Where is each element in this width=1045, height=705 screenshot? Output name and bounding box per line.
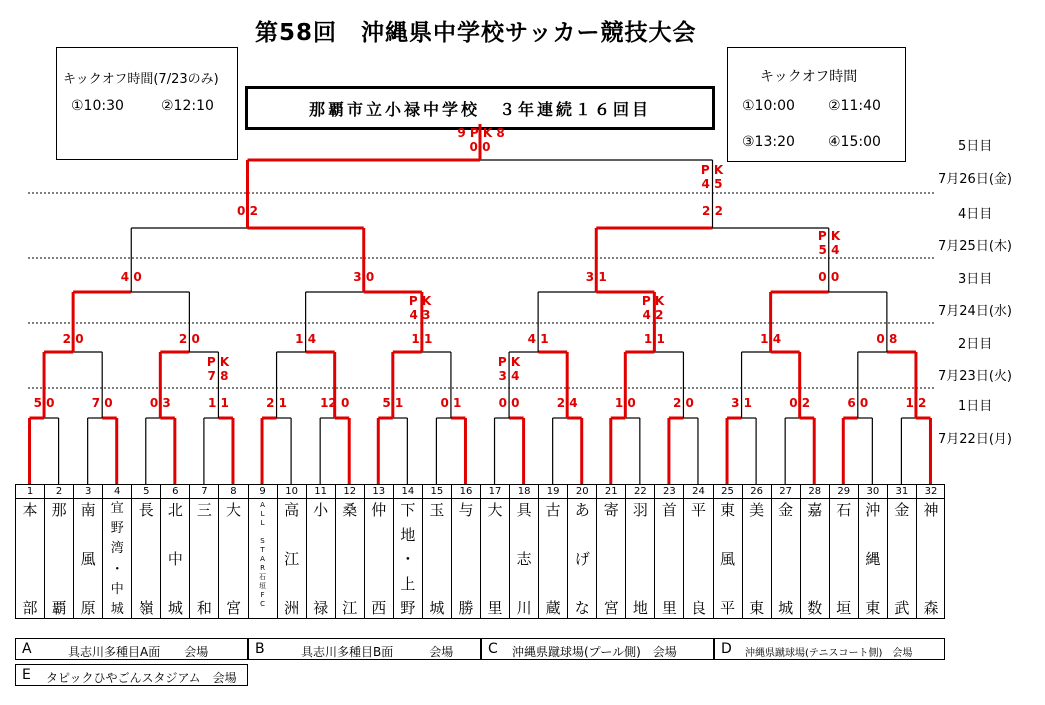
pk-r2-c-label: P K [641, 294, 665, 308]
day-label-4: 4日目 [958, 207, 993, 222]
score-r3: 3 1 [585, 270, 607, 284]
team-number: 3 [74, 485, 102, 499]
venue-e-letter: E [22, 667, 31, 683]
team-number: 13 [365, 485, 393, 499]
team-name [307, 499, 335, 618]
score-r2: 1 4 [295, 332, 317, 346]
date-label-1: 7月22日(月) [938, 432, 1012, 447]
team-cell-25 [713, 485, 742, 618]
team-name-char: 城 [110, 601, 124, 617]
team-name-char: 三 [196, 501, 212, 519]
date-label-3: 7月24日(水) [938, 304, 1012, 319]
team-name-char: 長 [138, 501, 154, 519]
team-name-char: 川 [516, 599, 532, 617]
team-name [801, 499, 829, 618]
team-name [655, 499, 683, 618]
team-name-char: 仲 [371, 501, 387, 519]
team-name-char: 下 [400, 501, 416, 519]
team-name [452, 499, 480, 618]
venue-a-letter: A [22, 641, 32, 657]
team-cell-16 [451, 485, 480, 618]
score-r2: 2 0 [178, 332, 200, 346]
team-cell-23 [654, 485, 683, 618]
team-cell-14 [393, 485, 422, 618]
team-name-char: 湾 [110, 541, 124, 557]
team-cell-20 [567, 485, 596, 618]
winner-banner: 那覇市立小禄中学校 ３年連続１６回目 [245, 86, 715, 130]
team-name-char: 城 [778, 599, 794, 617]
pk-final: 9 P K 8 [457, 126, 505, 140]
team-number: 16 [452, 485, 480, 499]
score-r1: 3 1 [731, 396, 753, 410]
team-name-char: 中 [110, 581, 124, 597]
venue-e-name: タピックひやごんスタジアム 会場 [46, 671, 237, 685]
team-name-char: 東 [720, 501, 736, 519]
team-number: 19 [539, 485, 567, 499]
pk-r3-right-score: 5 4 [818, 243, 840, 257]
team-name-char: 上 [400, 574, 416, 593]
pk-r2-b [409, 294, 431, 322]
team-name-char: 石 [259, 573, 267, 581]
team-name-char: 東 [749, 599, 765, 617]
team-name-char: げ [574, 550, 590, 568]
team-name-char: 里 [661, 599, 677, 617]
team-name-char: 金 [894, 501, 910, 519]
team-name-char: 部 [22, 599, 38, 617]
team-name-char: 和 [196, 599, 212, 617]
team-name [714, 499, 742, 618]
pk-r4-right [701, 163, 723, 191]
team-number: 30 [859, 485, 887, 499]
team-cell-18 [509, 485, 538, 618]
team-name [772, 499, 800, 618]
score-r1: 0 3 [149, 396, 171, 410]
team-name-char: 東 [865, 599, 881, 617]
team-name-char: 宮 [225, 599, 241, 617]
team-cell-32 [916, 485, 945, 618]
team-cell-11 [306, 485, 335, 618]
team-cell-6 [160, 485, 189, 618]
team-name [743, 499, 771, 618]
team-number: 23 [655, 485, 683, 499]
pk-r1-i-label: P K [497, 355, 521, 369]
kickoff-right-time-3: ③13:20 [742, 134, 795, 150]
team-number: 29 [830, 485, 858, 499]
date-label-5: 7月26日(金) [938, 172, 1012, 187]
team-name-char: 北 [167, 501, 183, 519]
score-r3: 4 0 [120, 270, 142, 284]
team-name-char: 神 [923, 501, 939, 519]
team-name-char: 玉 [429, 501, 445, 519]
team-name [888, 499, 916, 618]
team-number: 25 [714, 485, 742, 499]
team-cell-7 [189, 485, 218, 618]
team-name [161, 499, 189, 618]
team-name-char: 古 [545, 501, 561, 519]
kickoff-left-heading: キックオフ時間(7/23のみ) [63, 72, 219, 87]
score-final: 0 0 [469, 140, 491, 154]
score-r3: 0 0 [818, 270, 840, 284]
team-name [16, 499, 44, 618]
team-cell-10 [277, 485, 306, 618]
team-cell-3 [73, 485, 102, 618]
day-label-1: 1日目 [958, 399, 993, 414]
team-cell-17 [480, 485, 509, 618]
team-cell-15 [422, 485, 451, 618]
venue-b [248, 638, 481, 660]
team-name-char: 沖 [865, 501, 881, 519]
team-name-char: 垣 [259, 582, 267, 590]
team-name-char: A [260, 501, 265, 509]
team-name-char: 首 [661, 501, 677, 519]
team-cell-22 [625, 485, 654, 618]
team-cell-30 [858, 485, 887, 618]
team-number: 11 [307, 485, 335, 499]
venue-d [714, 638, 945, 660]
team-number: 24 [684, 485, 712, 499]
team-cell-9 [248, 485, 277, 618]
team-name-char: T [260, 546, 265, 554]
team-name-char: S [260, 537, 265, 545]
kickoff-right-heading: キックオフ時間 [760, 69, 858, 85]
pk-r3-right-label: P K [817, 229, 841, 243]
team-name [394, 499, 422, 618]
pk-r2-b-label: P K [408, 294, 432, 308]
team-number: 1 [16, 485, 44, 499]
score-r2: 1 4 [760, 332, 782, 346]
team-name [917, 499, 945, 618]
team-number: 6 [161, 485, 189, 499]
team-table [15, 484, 945, 619]
team-number: 20 [568, 485, 596, 499]
score-r1: 6 0 [847, 396, 869, 410]
team-name-char: 江 [284, 550, 300, 568]
score-r2: 1 1 [411, 332, 433, 346]
venue-d-name: 沖縄県蹴球場(テニスコート側) 会場 [745, 648, 913, 659]
team-name [510, 499, 538, 618]
team-number: 27 [772, 485, 800, 499]
score-r1: 5 0 [33, 396, 55, 410]
team-name-char: 禄 [313, 599, 329, 617]
team-cell-2 [44, 485, 73, 618]
team-name-char: な [574, 599, 590, 617]
team-name [481, 499, 509, 618]
team-number: 21 [597, 485, 625, 499]
team-number: 7 [190, 485, 218, 499]
team-number: 5 [132, 485, 160, 499]
pk-r1-d [207, 355, 229, 383]
team-name-char: 那 [51, 501, 67, 519]
team-name [336, 499, 364, 618]
team-name-char: C [260, 600, 265, 608]
team-name-char: 石 [836, 501, 852, 519]
team-cell-8 [218, 485, 247, 618]
team-name-char: 宜 [110, 501, 124, 516]
score-r2: 0 8 [876, 332, 898, 346]
team-name-char: 城 [167, 599, 183, 617]
team-name [249, 499, 277, 618]
venue-c-letter: C [488, 641, 498, 657]
day-label-3: 3日目 [958, 272, 993, 287]
score-r1: 0 1 [440, 396, 462, 410]
team-name [859, 499, 887, 618]
team-cell-26 [742, 485, 771, 618]
team-number: 26 [743, 485, 771, 499]
venue-c [481, 638, 714, 660]
team-name-char: 平 [720, 599, 736, 617]
team-number: 22 [626, 485, 654, 499]
pk-r3-right [818, 229, 840, 257]
score-r2: 1 1 [643, 332, 665, 346]
team-name-char: 縄 [865, 550, 881, 568]
team-name-char: ・ [110, 561, 124, 577]
page-title: 第58回 沖縄県中学校サッカー競技大会 [255, 20, 697, 46]
score-r3: 3 0 [353, 270, 375, 284]
team-name [219, 499, 247, 618]
team-name-char: 大 [225, 501, 241, 519]
score-r2: 4 1 [527, 332, 549, 346]
score-r1: 12 0 [320, 396, 350, 410]
team-cell-29 [829, 485, 858, 618]
team-name-char: 風 [80, 550, 96, 568]
team-name-char: 里 [487, 599, 503, 617]
team-cell-1 [15, 485, 44, 618]
score-r1: 2 0 [672, 396, 694, 410]
kickoff-right-time-1: ①10:00 [742, 98, 795, 114]
team-number: 4 [103, 485, 131, 499]
score-r1: 1 0 [614, 396, 636, 410]
team-name-char: 本 [22, 501, 38, 519]
team-cell-5 [131, 485, 160, 618]
team-name-char: 嘉 [807, 501, 823, 519]
kickoff-left-time-2: ②12:10 [161, 98, 214, 114]
score-r2: 2 0 [62, 332, 84, 346]
day-label-2: 2日目 [958, 337, 993, 352]
team-name [626, 499, 654, 618]
pk-r2-b-score: 4 3 [409, 308, 431, 322]
team-name-char: 平 [690, 501, 706, 519]
venue-b-letter: B [255, 641, 265, 657]
venue-d-letter: D [721, 641, 732, 657]
team-number: 28 [801, 485, 829, 499]
date-label-2: 7月23日(火) [938, 369, 1012, 384]
team-number: 14 [394, 485, 422, 499]
team-name-char: 風 [720, 550, 736, 568]
team-name-char: 南 [80, 501, 96, 519]
score-r4: 0 2 [237, 204, 258, 218]
team-name-char: F [260, 591, 265, 599]
team-name [132, 499, 160, 618]
team-name-char: A [260, 555, 265, 563]
team-name-char: 中 [167, 550, 183, 568]
team-name [103, 499, 131, 618]
team-name-char: 寄 [603, 501, 619, 519]
team-number: 17 [481, 485, 509, 499]
pk-r4-right-label: P K [700, 163, 724, 177]
venue-e [15, 664, 248, 686]
team-name-char: 森 [923, 599, 939, 617]
team-name [365, 499, 393, 618]
team-name-char: 高 [284, 501, 300, 519]
team-name [597, 499, 625, 618]
score-r1: 1 2 [905, 396, 927, 410]
team-name-char: 江 [342, 599, 358, 617]
team-name-char: 地 [400, 525, 416, 544]
team-cell-24 [683, 485, 712, 618]
team-cell-21 [596, 485, 625, 618]
team-name-char: 城 [429, 599, 445, 617]
team-name-char: ・ [400, 550, 416, 568]
score-r1: 2 4 [556, 396, 578, 410]
score-r1: 7 0 [91, 396, 113, 410]
team-name-char: 原 [80, 599, 96, 617]
pk-r1-i-score: 3 4 [498, 369, 520, 383]
venue-c-name: 沖縄県蹴球場(プール側) 会場 [512, 645, 677, 659]
kickoff-right-time-2: ②11:40 [828, 98, 881, 114]
kickoff-right-time-4: ④15:00 [828, 134, 881, 150]
team-name [684, 499, 712, 618]
team-name-char: 大 [487, 501, 503, 519]
team-name-char: L [260, 519, 265, 527]
team-cell-27 [771, 485, 800, 618]
team-name-char: 数 [807, 599, 823, 617]
team-name-char: R [260, 564, 265, 572]
team-name-char: 金 [778, 501, 794, 519]
team-name [278, 499, 306, 618]
team-cell-12 [335, 485, 364, 618]
team-name-char: 蔵 [545, 599, 561, 617]
team-name-char: 勝 [458, 599, 474, 617]
team-number: 32 [917, 485, 945, 499]
team-cell-28 [800, 485, 829, 618]
team-name-char: 美 [749, 501, 765, 519]
team-name-char: 野 [400, 599, 416, 617]
team-name-char: 西 [371, 599, 387, 617]
team-number: 2 [45, 485, 73, 499]
team-name-char: 洲 [284, 599, 300, 617]
team-name-char: あ [574, 501, 590, 519]
team-name-char: 武 [894, 599, 910, 617]
team-name-char: 良 [690, 599, 706, 617]
pk-r2-c [642, 294, 664, 322]
team-number: 8 [219, 485, 247, 499]
team-name [568, 499, 596, 618]
team-name-char: 垣 [836, 599, 852, 617]
team-cell-19 [538, 485, 567, 618]
team-number: 18 [510, 485, 538, 499]
team-name [539, 499, 567, 618]
team-name [45, 499, 73, 618]
score-r4: 2 2 [702, 204, 723, 218]
pk-r2-c-score: 4 2 [642, 308, 664, 322]
team-cell-31 [887, 485, 916, 618]
team-name-char: 具 [516, 501, 532, 519]
team-cell-4 [102, 485, 131, 618]
score-r1: 2 1 [266, 396, 288, 410]
date-label-4: 7月25日(木) [938, 239, 1012, 254]
score-r1: 0 2 [789, 396, 811, 410]
day-label-5: 5日目 [958, 139, 993, 154]
team-number: 12 [336, 485, 364, 499]
pk-r1-d-label: P K [206, 355, 230, 369]
pk-r1-i [498, 355, 520, 383]
venue-a [15, 638, 248, 660]
team-name [830, 499, 858, 618]
team-cell-13 [364, 485, 393, 618]
score-r1: 0 0 [498, 396, 520, 410]
team-name-char: 野 [110, 521, 124, 537]
team-number: 9 [249, 485, 277, 499]
venue-a-name: 具志川多種目A面 会場 [68, 645, 209, 659]
team-number: 15 [423, 485, 451, 499]
team-name-char [261, 528, 263, 537]
team-name-char: L [260, 510, 265, 518]
team-name [74, 499, 102, 618]
score-r1: 1 1 [207, 396, 229, 410]
team-name-char: 嶺 [138, 599, 154, 617]
team-name-char: 小 [313, 501, 329, 519]
team-name-char: 与 [458, 501, 474, 519]
team-name-char: 覇 [51, 599, 67, 617]
team-name [423, 499, 451, 618]
score-r1: 5 1 [382, 396, 404, 410]
team-name-char: 宮 [603, 599, 619, 617]
pk-r1-d-score: 7 8 [207, 369, 229, 383]
pk-r4-right-score: 4 5 [701, 177, 723, 191]
team-number: 31 [888, 485, 916, 499]
kickoff-left-time-1: ①10:30 [71, 98, 124, 114]
team-name-char: 桑 [342, 501, 358, 519]
venue-b-name: 具志川多種目B面 会場 [301, 645, 454, 659]
team-name-char: 羽 [632, 501, 648, 519]
team-number: 10 [278, 485, 306, 499]
team-name-char: 志 [516, 550, 532, 568]
team-name [190, 499, 218, 618]
team-name-char: 地 [632, 599, 648, 617]
